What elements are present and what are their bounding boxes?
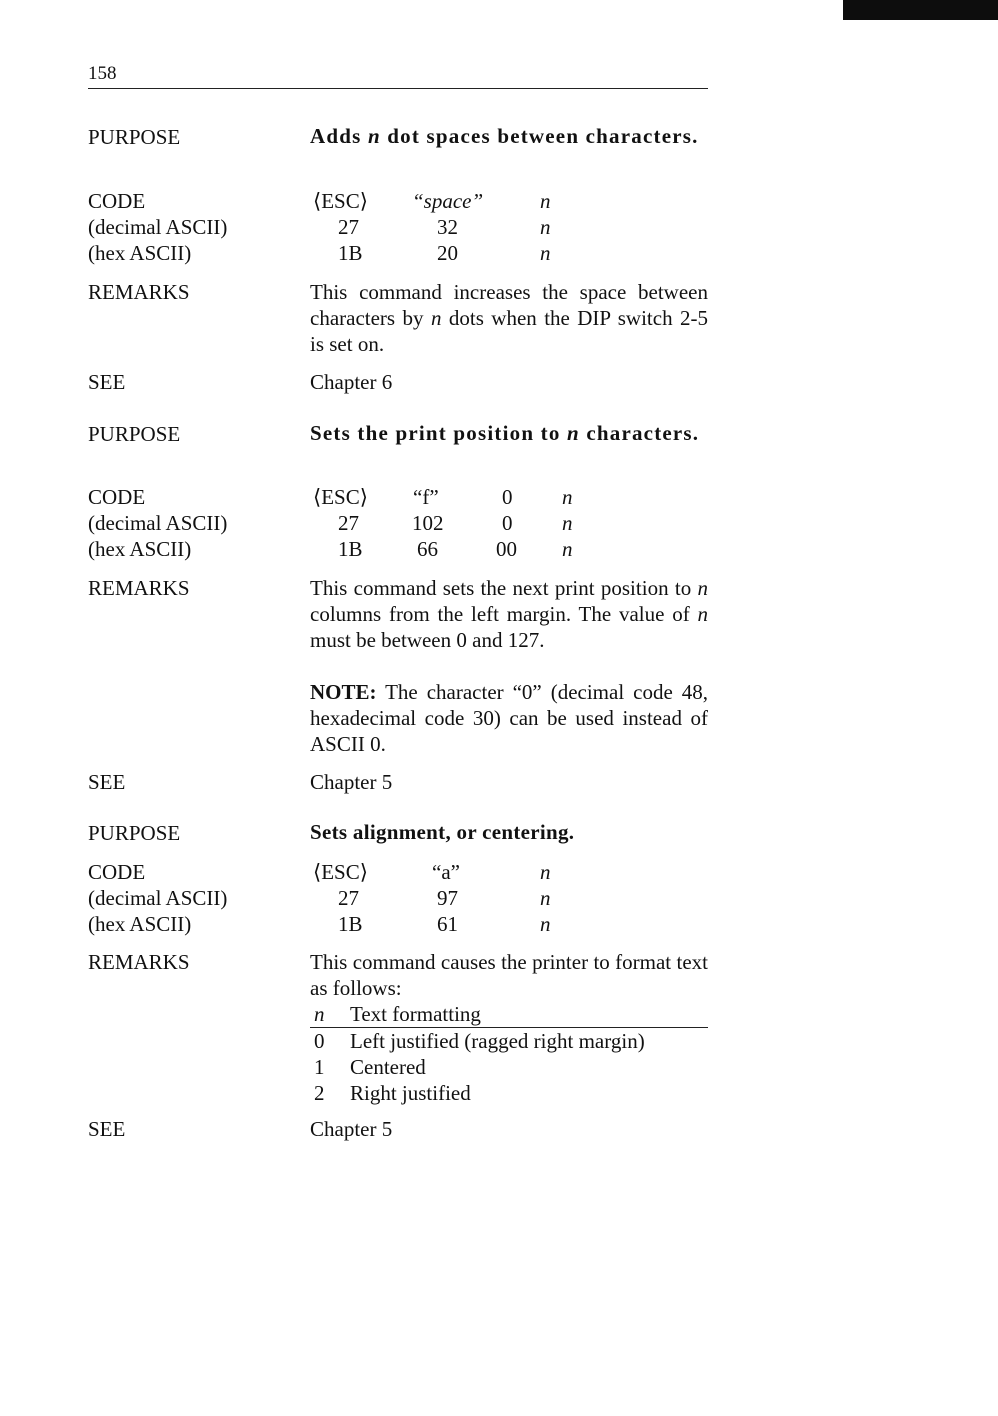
- code-cell: “a”: [432, 860, 460, 884]
- code-cell: 1B: [338, 241, 363, 265]
- code-cell: n: [540, 241, 551, 265]
- code-cell: ⟨ESC⟩: [313, 860, 368, 884]
- row-value: 0: [314, 1029, 325, 1053]
- code-cell: n: [562, 511, 573, 535]
- see-reference: Chapter 6: [310, 370, 393, 394]
- code-label: CODE: [88, 860, 146, 884]
- row-description: Right justified: [350, 1081, 471, 1105]
- hex-ascii-label: (hex ASCII): [88, 241, 192, 265]
- code-cell: 1B: [338, 912, 363, 936]
- row-description: Left justified (ragged right margin): [350, 1029, 645, 1053]
- code-cell: n: [540, 215, 551, 239]
- row-description: Centered: [350, 1055, 426, 1079]
- code-cell: ⟨ESC⟩: [313, 485, 368, 509]
- header-text-formatting: Text formatting: [350, 1002, 481, 1026]
- table-header-row: [310, 1001, 708, 1028]
- table-row: [310, 1080, 708, 1106]
- header-n: n: [314, 1002, 325, 1026]
- see-reference: Chapter 5: [310, 770, 393, 794]
- code-cell: “space”: [412, 189, 484, 213]
- see-reference: Chapter 5: [310, 1117, 393, 1141]
- table-row: [310, 1054, 708, 1080]
- decimal-ascii-label: (decimal ASCII): [88, 511, 228, 535]
- note-text: NOTE: The character “0” (decimal code 48, hexadecimal code 30) can be used instead of ASCII 0.: [310, 680, 708, 756]
- decimal-ascii-label: (decimal ASCII): [88, 886, 228, 910]
- table-row: [310, 1028, 708, 1054]
- purpose-label: PURPOSE: [88, 422, 181, 446]
- code-cell: 27: [338, 511, 359, 535]
- code-cell: 20: [437, 241, 458, 265]
- purpose-label: PURPOSE: [88, 821, 181, 845]
- code-cell: 27: [338, 215, 359, 239]
- remarks-label: REMARKS: [88, 576, 190, 600]
- code-label: CODE: [88, 485, 146, 509]
- code-cell: 0: [502, 511, 513, 535]
- row-value: 2: [314, 1081, 325, 1105]
- code-cell: n: [540, 886, 551, 910]
- purpose-text: Sets alignment, or centering.: [310, 820, 575, 844]
- code-cell: 27: [338, 886, 359, 910]
- hex-ascii-label: (hex ASCII): [88, 912, 192, 936]
- code-cell: n: [540, 912, 551, 936]
- purpose-text: Adds n dot spaces between characters.: [310, 124, 699, 148]
- hex-ascii-label: (hex ASCII): [88, 537, 192, 561]
- remarks-label: REMARKS: [88, 280, 190, 304]
- code-cell: 1B: [338, 537, 363, 561]
- code-cell: 102: [412, 511, 444, 535]
- code-cell: n: [540, 860, 551, 884]
- remarks-text: This command sets the next print position to n columns from the left margin. The value of n must be between 0 and 127.: [310, 576, 708, 652]
- code-cell: n: [562, 485, 573, 509]
- purpose-text: Sets the print position to n characters.: [310, 421, 700, 445]
- code-cell: 00: [496, 537, 517, 561]
- header-rule: [88, 88, 708, 89]
- row-value: 1: [314, 1055, 325, 1079]
- see-label: SEE: [88, 370, 126, 394]
- code-cell: ⟨ESC⟩: [313, 189, 368, 213]
- remarks-label: REMARKS: [88, 950, 190, 974]
- decimal-ascii-label: (decimal ASCII): [88, 215, 228, 239]
- code-cell: “f”: [413, 485, 439, 509]
- remarks-text: This command causes the printer to format text as follows:: [310, 950, 708, 1000]
- see-label: SEE: [88, 770, 126, 794]
- scan-edge-bar: [843, 0, 998, 20]
- page-number: 158: [88, 63, 117, 84]
- purpose-label: PURPOSE: [88, 125, 181, 149]
- code-cell: 0: [502, 485, 513, 509]
- code-cell: 66: [417, 537, 438, 561]
- code-cell: 32: [437, 215, 458, 239]
- code-cell: 97: [437, 886, 458, 910]
- code-cell: n: [562, 537, 573, 561]
- remarks-text: This command increases the space between characters by n dots when the DIP switch 2-5 is set on.: [310, 280, 708, 356]
- code-cell: 61: [437, 912, 458, 936]
- code-cell: n: [540, 189, 551, 213]
- code-label: CODE: [88, 189, 146, 213]
- see-label: SEE: [88, 1117, 126, 1141]
- text-format-table: [310, 1001, 708, 1106]
